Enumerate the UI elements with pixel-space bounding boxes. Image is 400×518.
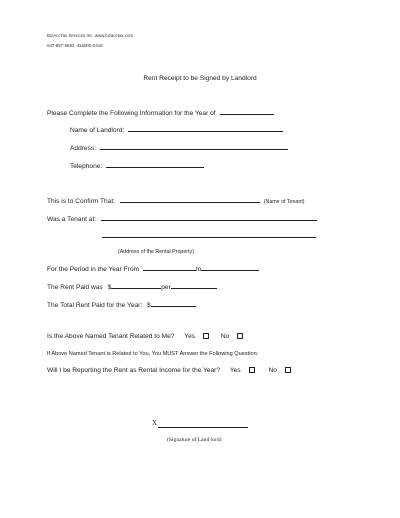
related-yes-checkbox[interactable] bbox=[203, 333, 209, 339]
related-yes-label: Yes bbox=[184, 333, 196, 340]
related-row bbox=[47, 333, 245, 340]
landlord-row bbox=[70, 124, 283, 134]
period-from-blank[interactable] bbox=[143, 263, 196, 271]
address-label: Address: bbox=[70, 145, 97, 152]
property-blank-1[interactable] bbox=[101, 213, 317, 221]
reporting-yes-checkbox[interactable] bbox=[249, 367, 255, 373]
period-to-label: to bbox=[195, 266, 202, 273]
property-note: (Address of the Rental Property) bbox=[118, 249, 194, 255]
total-rent-dollar: $ bbox=[147, 302, 151, 309]
rent-amount-blank[interactable] bbox=[111, 281, 161, 289]
rent-paid-label: The Rent Paid was bbox=[47, 284, 103, 291]
rent-paid-row bbox=[47, 281, 217, 291]
related-no-checkbox[interactable] bbox=[237, 333, 243, 339]
landlord-label: Name of Landlord: bbox=[70, 127, 125, 134]
related-question: Is the Above Named Tenant Related to Me? bbox=[47, 333, 175, 340]
rent-per-label: per bbox=[161, 284, 171, 291]
total-rent-blank[interactable] bbox=[151, 299, 196, 307]
reporting-yes-label: Yes bbox=[229, 367, 241, 374]
address-blank[interactable] bbox=[100, 142, 288, 150]
intro-text: Please Complete the Following Information for the Year of bbox=[47, 110, 216, 117]
tenant-name-blank[interactable] bbox=[120, 195, 260, 203]
phone-line: 647-857-5692, 416800-0418 bbox=[47, 43, 103, 48]
period-label: For the Period in the Year From bbox=[47, 266, 139, 273]
telephone-label: Telephone: bbox=[70, 163, 103, 170]
tenant-at-row bbox=[47, 213, 317, 223]
signature-x: X bbox=[152, 419, 158, 427]
period-to-blank[interactable] bbox=[201, 263, 259, 271]
related-no-label: No bbox=[220, 333, 230, 340]
confirm-label: This is to Confirm That: bbox=[47, 198, 116, 205]
total-rent-label: The Total Rent Paid for the Year: bbox=[47, 302, 143, 309]
tenant-at-label: Was a Tenant at: bbox=[47, 216, 97, 223]
intro-line bbox=[47, 107, 274, 117]
reporting-no-checkbox[interactable] bbox=[285, 367, 291, 373]
reporting-row bbox=[47, 367, 293, 374]
rent-per-blank[interactable] bbox=[171, 281, 217, 289]
year-blank[interactable] bbox=[220, 107, 274, 115]
address-row bbox=[70, 142, 288, 152]
reporting-question: Will I be Reporting the Rent as Rental Income for the Year? bbox=[47, 367, 220, 374]
total-rent-row bbox=[47, 299, 196, 309]
telephone-row bbox=[70, 160, 204, 170]
document-title: Rent Receipt to be Signed by Landlord bbox=[143, 75, 257, 82]
signature-label: (Signature of Land lord) bbox=[167, 437, 222, 443]
property-blank-2[interactable] bbox=[102, 237, 316, 238]
rent-paid-dollar: $ bbox=[107, 284, 112, 291]
signature-line[interactable] bbox=[158, 427, 248, 428]
period-row bbox=[47, 263, 259, 273]
telephone-blank[interactable] bbox=[106, 160, 204, 168]
tenant-name-note: (Name of Tenant) bbox=[263, 199, 305, 205]
company-line: BizAccTax Services Inc. www.bizacctax.com bbox=[47, 33, 134, 38]
confirm-row bbox=[47, 195, 305, 205]
reporting-no-label: No bbox=[268, 367, 277, 374]
landlord-blank[interactable] bbox=[128, 124, 283, 132]
must-answer-note: If Above Named Tenant is Related to You, You MUST Answer the Following Question: bbox=[47, 351, 259, 357]
